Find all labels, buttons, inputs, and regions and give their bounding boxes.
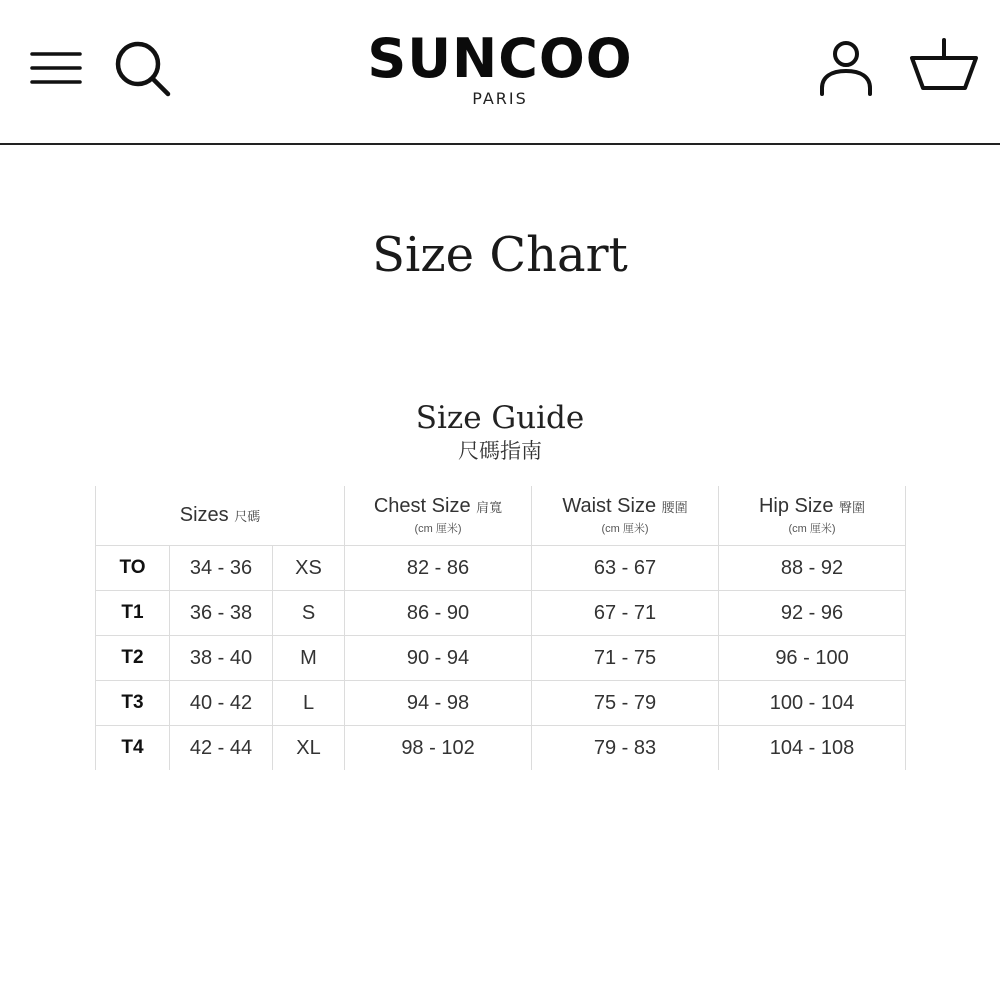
- chest-cell: 98 - 102: [345, 726, 532, 771]
- column-header-unit: (cm 厘米): [414, 522, 462, 535]
- hip-cell: 96 - 100: [719, 636, 906, 681]
- chest-cell: 94 - 98: [345, 681, 532, 726]
- column-header-unit: (cm 厘米): [788, 522, 836, 535]
- letter-size-cell: M: [273, 636, 345, 681]
- size-code-cell: T3: [96, 681, 170, 726]
- shopping-basket-icon[interactable]: [908, 36, 980, 100]
- column-header-cjk: 腰圍: [661, 499, 688, 515]
- column-header-label: Hip Size: [758, 494, 834, 517]
- waist-cell: 71 - 75: [532, 636, 719, 681]
- table-row: [96, 546, 906, 591]
- column-header-waist: [532, 486, 719, 546]
- size-guide-title: Size Guide: [415, 400, 585, 436]
- eu-size-cell: 38 - 40: [170, 636, 273, 681]
- site-header: [0, 0, 1000, 143]
- column-header-sizes: [96, 486, 345, 546]
- search-icon[interactable]: [110, 36, 174, 100]
- size-code-cell: T4: [96, 726, 170, 771]
- column-header-label: Chest Size: [373, 494, 471, 517]
- size-guide-subtitle: 尺碼指南: [458, 439, 542, 463]
- letter-size-cell: XS: [273, 546, 345, 591]
- page-title: Size Chart: [372, 227, 628, 283]
- letter-size-cell: L: [273, 681, 345, 726]
- logo-subline: PARIS: [472, 89, 528, 108]
- table-header-row: [96, 486, 906, 546]
- eu-size-cell: 42 - 44: [170, 726, 273, 771]
- column-header-label: Sizes: [179, 503, 229, 526]
- size-guide-table: [95, 486, 906, 770]
- hamburger-menu-icon[interactable]: [28, 40, 84, 96]
- hip-cell: 88 - 92: [719, 546, 906, 591]
- letter-size-cell: XL: [273, 726, 345, 771]
- header-divider: [0, 143, 1000, 145]
- column-header-cjk: 尺碼: [234, 508, 261, 524]
- hip-cell: 92 - 96: [719, 591, 906, 636]
- logo-wordmark: SUNCOO: [367, 27, 633, 90]
- hip-cell: 104 - 108: [719, 726, 906, 771]
- eu-size-cell: 34 - 36: [170, 546, 273, 591]
- table-row: [96, 681, 906, 726]
- letter-size-cell: S: [273, 591, 345, 636]
- waist-cell: 67 - 71: [532, 591, 719, 636]
- table-row: [96, 636, 906, 681]
- table-row: [96, 591, 906, 636]
- column-header-cjk: 肩寬: [476, 499, 503, 515]
- column-header-label: Waist Size: [562, 494, 657, 517]
- column-header-unit: (cm 厘米): [601, 522, 649, 535]
- chest-cell: 82 - 86: [345, 546, 532, 591]
- table-row: [96, 726, 906, 771]
- user-icon[interactable]: [814, 36, 878, 100]
- chest-cell: 90 - 94: [345, 636, 532, 681]
- waist-cell: 79 - 83: [532, 726, 719, 771]
- size-code-cell: T1: [96, 591, 170, 636]
- hip-cell: 100 - 104: [719, 681, 906, 726]
- waist-cell: 63 - 67: [532, 546, 719, 591]
- brand-logo[interactable]: [350, 28, 650, 118]
- column-header-hip: [719, 486, 906, 546]
- column-header-chest: [345, 486, 532, 546]
- waist-cell: 75 - 79: [532, 681, 719, 726]
- size-code-cell: TO: [96, 546, 170, 591]
- chest-cell: 86 - 90: [345, 591, 532, 636]
- eu-size-cell: 36 - 38: [170, 591, 273, 636]
- column-header-cjk: 臀圍: [839, 499, 866, 515]
- size-code-cell: T2: [96, 636, 170, 681]
- eu-size-cell: 40 - 42: [170, 681, 273, 726]
